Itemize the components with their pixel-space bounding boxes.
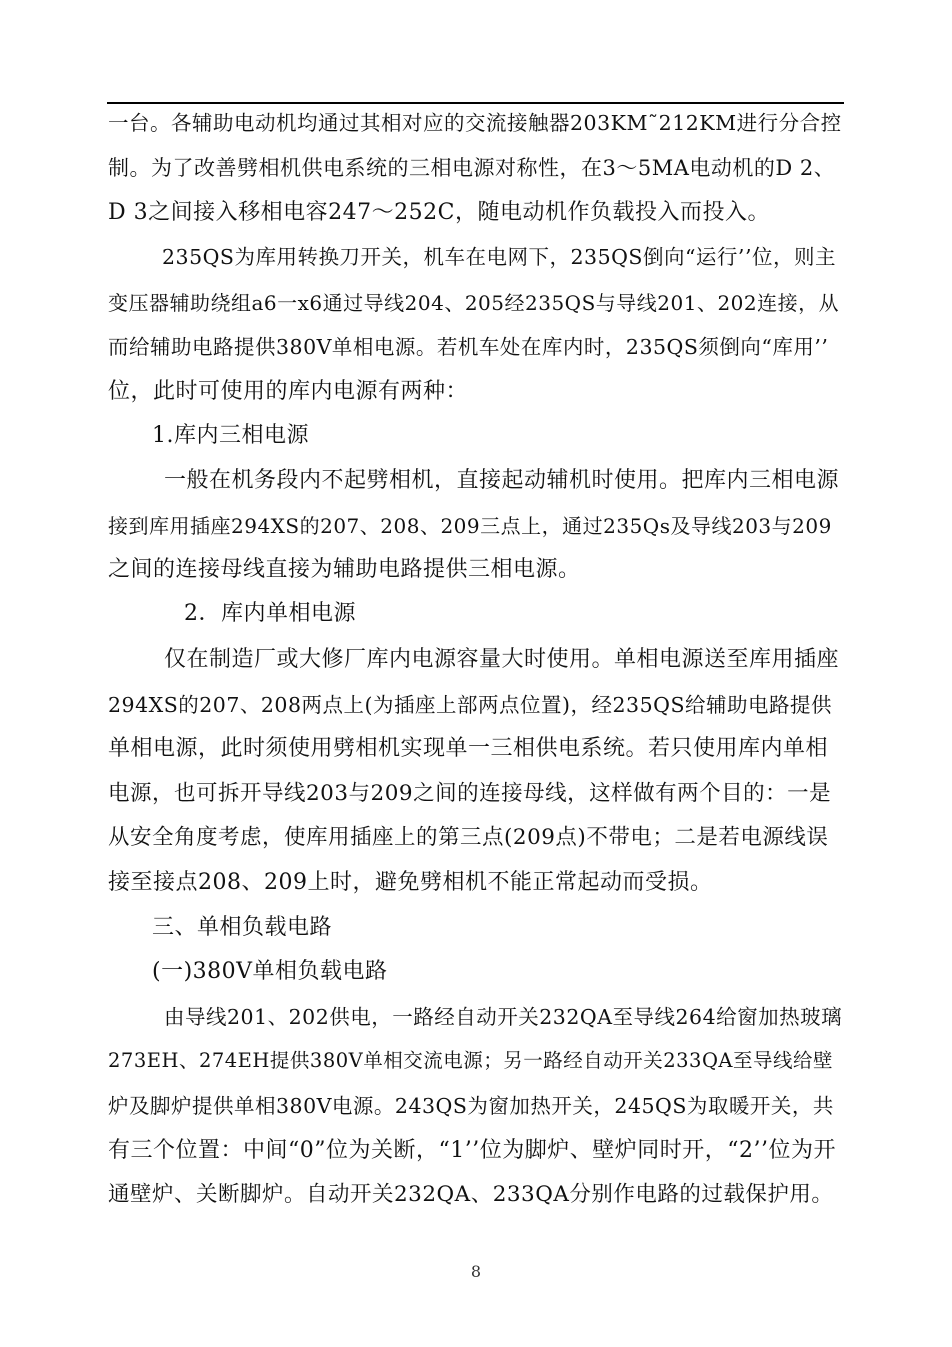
header-rule <box>107 102 844 104</box>
text-line: 273EH、274EH提供380V单相交流电源；另一路经自动开关233QA至导线给壁 <box>108 1049 834 1072</box>
text-line: 294XS的207、208两点上(为插座上部两点位置)，经235QS给辅助电路提供 <box>108 693 832 717</box>
text-line: 单相电源，此时须使用劈相机实现单一三相供电系统。若只使用库内单相 <box>108 736 829 761</box>
text-line: 而给辅助电路提供380V单相电源。若机车处在库内时，235QS须倒向“库用’’ <box>108 335 829 359</box>
text-line: 仅在制造厂或大修厂库内电源容量大时使用。单相电源送至库用插座 <box>164 647 840 672</box>
text-line: 位，此时可使用的库内电源有两种： <box>108 379 469 404</box>
section-heading: 三、单相负载电路 <box>152 915 333 940</box>
text-line: 通壁炉、关断脚炉。自动开关232QA、233QA分别作电路的过载保护用。 <box>108 1182 834 1207</box>
text-line: 制。为了改善劈相机供电系统的三相电源对称性，在3～5MA电动机的D 2、 <box>108 156 836 180</box>
text-line: 电源，也可拆开导线203与209之间的连接母线，这样做有两个目的：一是 <box>108 781 832 806</box>
section-heading: 1.库内三相电源 <box>152 423 309 448</box>
section-heading: (一)380V单相负载电路 <box>152 959 388 984</box>
text-line: 炉及脚炉提供单相380V电源。243QS为窗加热开关，245QS为取暖开关，共 <box>108 1094 834 1118</box>
text-line: 一台。各辅助电动机均通过其相对应的交流接触器203KM˜212KM进行分合控 <box>108 111 842 135</box>
text-line: 有三个位置：中间“0”位为关断，“1’’位为脚炉、壁炉同时开，“2’’位为开 <box>108 1138 836 1163</box>
text-line: 接至接点208、209上时，避免劈相机不能正常起动而受损。 <box>108 870 713 895</box>
text-line: 一般在机务段内不起劈相机，直接起动辅机时使用。把库内三相电源 <box>164 468 840 493</box>
text-line: 235QS为库用转换刀开关，机车在电网下，235QS倒向“运行’’位，则主 <box>162 245 836 269</box>
section-heading: 2．库内单相电源 <box>184 601 356 626</box>
text-line: 之间的连接母线直接为辅助电路提供三相电源。 <box>108 557 581 582</box>
text-line: 变压器辅助绕组a6一x6通过导线204、205经235QS与导线201、202连接，从 <box>108 291 840 315</box>
text-line: 由导线201、202供电，一路经自动开关232QA至导线264给窗加热玻璃 <box>164 1005 843 1029</box>
page-number: 8 <box>470 1262 482 1281</box>
text-line: D 3之间接入移相电容247～252C，随电动机作负载投入而投入。 <box>108 200 770 225</box>
text-line: 从安全角度考虑，使库用插座上的第三点(209点)不带电；二是若电源线误 <box>108 825 829 850</box>
text-line: 接到库用插座294XS的207、208、209三点上，通过235Qs及导线203与209 <box>108 514 832 538</box>
